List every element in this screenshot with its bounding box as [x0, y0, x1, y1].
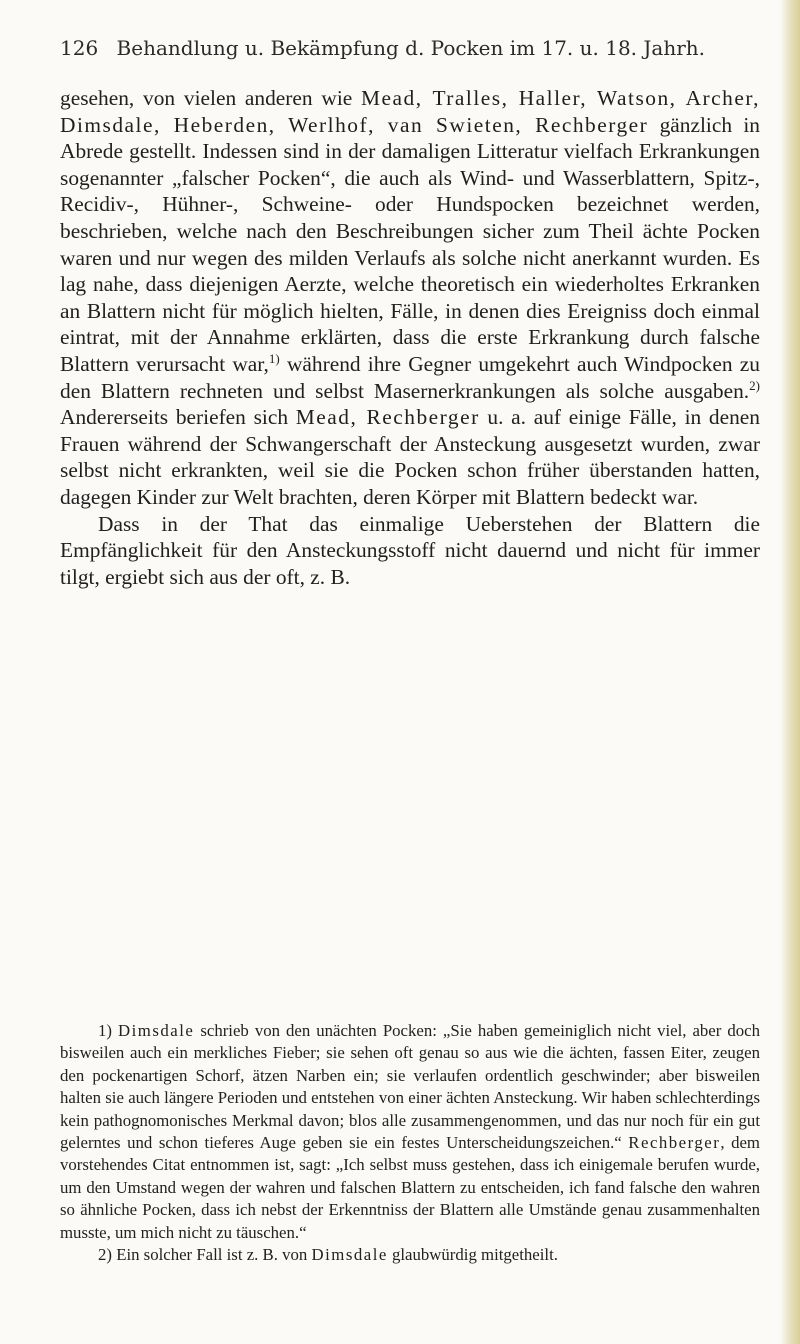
author-name: Dimsdale: [118, 1021, 195, 1040]
page-number: 126: [60, 36, 99, 60]
author-name: Dimsdale: [311, 1245, 388, 1265]
running-header: [60, 36, 760, 76]
footnote-mark: 2): [98, 1245, 117, 1265]
main-text: [60, 85, 760, 590]
author-name: Rechberger: [628, 1133, 721, 1153]
paragraph-2: Dass in der That das einmalige Ueberstehen der Blattern die Empfänglichkeit für den Ansteckungsstoff nicht dauernd und nicht für immer tilgt, ergiebt sich aus der oft, z. B.: [60, 511, 760, 589]
footnote-mark: 1): [98, 1021, 118, 1040]
text-run: u. a. auf einige Fälle, in denen Frauen während der Schwangerschaft der Ansteckung ausgesetzt wurden, zwar selbst nicht erkrankten, weil sie die Pocken schon früher überstanden hatten, dagegen Kinder zur Welt brachten, deren Körper mit Blattern bedeckt war.: [60, 405, 760, 509]
running-title: Behandlung u. Bekämpfung d. Pocken im 17. u. 18. Jahrh.: [116, 36, 706, 60]
footnotes: [60, 1020, 760, 1266]
footnote-2: [60, 1244, 760, 1266]
text-run: schrieb von den unächten Pocken: „Sie haben gemeiniglich nicht viel, aber doch bisweilen auch ein merkliches Fieber; sie sehen oft genau so aus wie die ächten, fassen Eiter, zeugen den pockenartigen Schorf, ätzen Narben ein; sie verlaufen ordentlich geschwinder; aber bisweilen halten sie auch längere Perioden und entstehen von einer ächten Ansteckung. Wir haben schlechterdings kein pathognomonisches Merkmal davon; blos alle zusammengenommen, und das nur noch für ein gut gelerntes und schon tieferes Auge geben sie ein festes Unterscheidungszeichen.“: [60, 1021, 760, 1153]
text-run: gesehen, von vielen anderen wie: [60, 86, 362, 110]
text-run: glaubwürdig mitgetheilt.: [387, 1245, 558, 1265]
text-run: , dem vorstehendes Citat entnommen ist, sagt: „Ich selbst muss gestehen, dass ich einigemale berufen wurde, um den Umstand wegen der wahren und falschen Blattern zu entscheiden, ich fand falsche den wahren so ähnliche Pocken, dass ich nebst der Erkenntniss der Blattern alle Umstände genau zusammenhalten musste, um mich nicht zu täuschen.“: [60, 1133, 760, 1242]
text-run: gänzlich in Abrede gestellt. Indessen sind in der damaligen Litteratur vielfach Erkrankungen sogenannter „falscher Pocken“, die auch als Wind- und Wasserblattern, Spitz-, Recidiv-, Hühner-, Schweine- oder Hundspocken bezeichnet werden, beschrieben, welche nach den Beschreibungen sicher zum Theil ächte Pocken waren und nur wegen des milden Verlaufs als solche nicht anerkannt wurden. Es lag nahe, dass diejenigen Aerzte, welche theoretisch ein wiederholtes Erkranken an Blattern nicht für möglich hielten, Fälle, in denen dies Ereigniss doch einmal eintrat, mit der Annahme erklärten, dass die erste Erkrankung durch falsche Blattern verursacht war,: [60, 112, 760, 376]
footnote-ref-1[interactable]: 1): [268, 350, 280, 366]
author-names: Mead, Rechberger: [295, 405, 480, 430]
text-run: während ihre Gegner umgekehrt auch Windpocken zu den Blattern rechneten und selbst Masernerkrankungen als solche ausgaben.: [60, 351, 760, 403]
text-run: Ein solcher Fall ist z. B. von: [116, 1245, 312, 1265]
page-edge: [780, 0, 800, 1344]
paragraph-1: [60, 85, 760, 511]
footnote-1: [60, 1020, 760, 1244]
author-names: Mead, Tralles, Haller, Watson, Archer, Dimsdale, Heberden, Werlhof, van Swieten, Rechberger: [60, 86, 760, 137]
text-run: Andererseits beriefen sich: [60, 405, 296, 430]
footnote-ref-2[interactable]: 2): [749, 377, 760, 393]
